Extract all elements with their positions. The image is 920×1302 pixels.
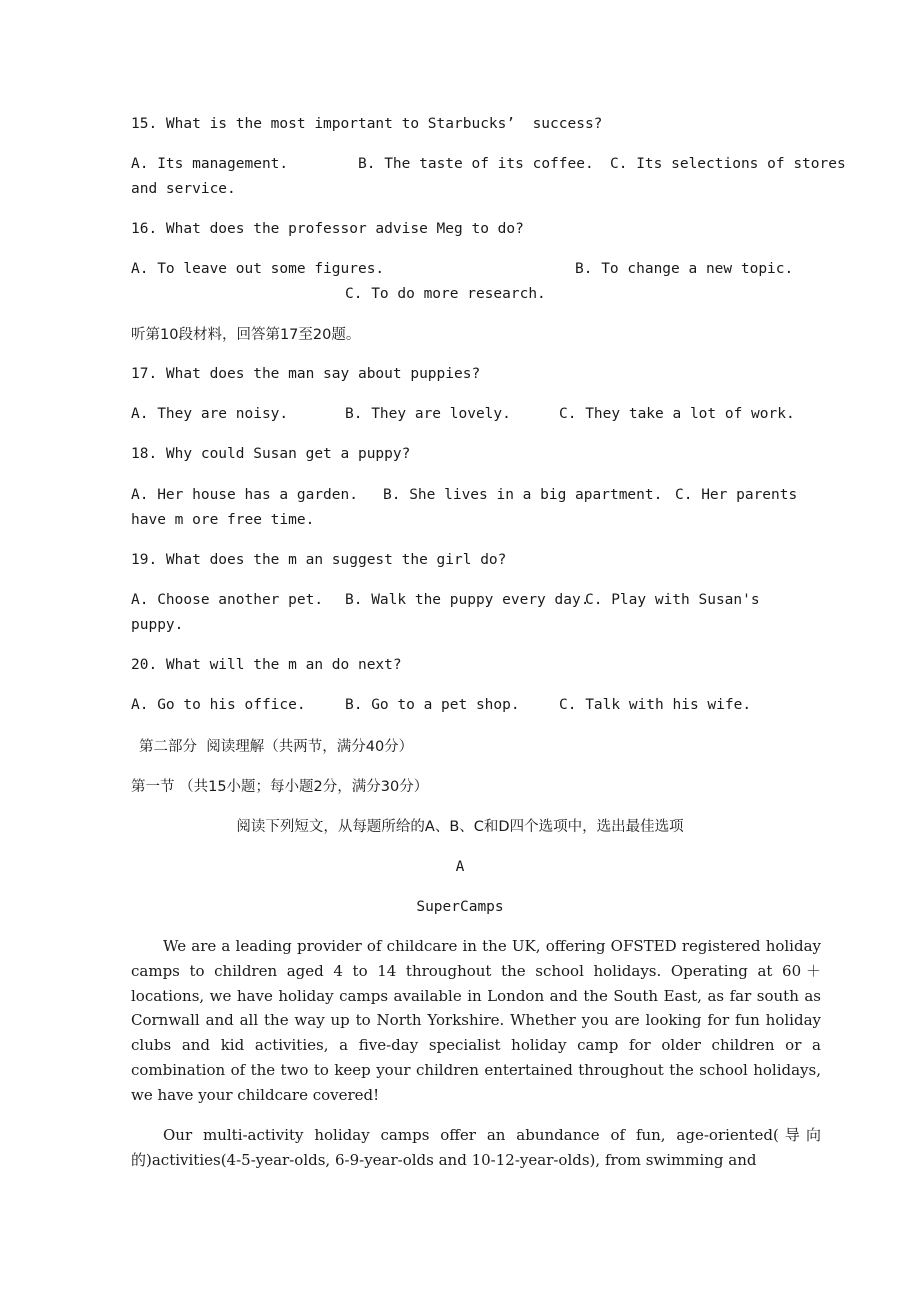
- question-18-stem: 18. Why could Susan get a puppy?: [131, 446, 411, 462]
- q17-option-a: A. They are noisy.: [131, 406, 289, 422]
- q20-option-c: C. Talk with his wife.: [559, 697, 752, 713]
- listening-instruction: 听第10段材料，回答第17至20题。: [131, 327, 361, 343]
- q15-option-a: A. Its management.: [131, 156, 289, 172]
- q19-option-a: A. Choose another pet.: [131, 592, 324, 608]
- question-19-stem: 19. What does the m an suggest the girl do?: [131, 552, 507, 568]
- q18-option-c: C. Her parents: [675, 487, 798, 503]
- passage-letter: A: [455, 859, 465, 875]
- q20-option-a: A. Go to his office.: [131, 697, 306, 713]
- q15-option-c: C. Its selections of stores: [610, 156, 846, 172]
- q16-option-b: B. To change a new topic.: [575, 261, 794, 277]
- section1-instruction: 阅读下列短文，从每题所给的A、B、C和D四个选项中，选出最佳选项: [236, 819, 684, 835]
- q20-option-b: B. Go to a pet shop.: [345, 697, 520, 713]
- passage-title: SuperCamps: [416, 899, 504, 915]
- question-15-stem: 15. What is the most important to Starbucks’ success?: [131, 116, 603, 132]
- paragraph-1-text: We are a leading provider of childcare in the UK, offering OFSTED registered holiday camps to children aged 4 to 14 throughout the school holidays. Operating at 60＋ locations, we have holiday camps available in London and the South East, as far south as Cornwall and all the way up to North Yorkshire. Whether you are looking for fun holiday clubs and kid activities, a five-day specialist holiday camp for older children or a combination of the two to keep your children entertained throughout the school holidays, we have your childcare covered!: [131, 937, 821, 1104]
- part2-title: 第二部分 阅读理解（共两节，满分40分）: [139, 739, 414, 755]
- q19-option-continuation: puppy.: [131, 617, 184, 633]
- passage-paragraph-2: [131, 1123, 821, 1173]
- q18-option-b: B. She lives in a big apartment.: [383, 487, 663, 503]
- q17-option-b: B. They are lovely.: [345, 406, 511, 422]
- question-16-stem: 16. What does the professor advise Meg to do?: [131, 221, 524, 237]
- q16-option-c: C. To do more research.: [345, 286, 546, 302]
- q19-option-c: C. Play with Susan's: [585, 592, 760, 608]
- q18-option-a: A. Her house has a garden.: [131, 487, 358, 503]
- q17-option-c: C. They take a lot of work.: [559, 406, 795, 422]
- passage-paragraph-1: [131, 934, 821, 1108]
- section1-title: 第一节 （共15小题；每小题2分，满分30分）: [131, 779, 429, 795]
- q18-option-continuation: have m ore free time.: [131, 512, 315, 528]
- q19-option-b: B. Walk the puppy every day.: [345, 592, 590, 608]
- q15-option-continuation: and service.: [131, 181, 236, 197]
- q15-option-b: B. The taste of its coffee.: [358, 156, 594, 172]
- question-17-stem: 17. What does the man say about puppies?: [131, 366, 481, 382]
- question-20-stem: 20. What will the m an do next?: [131, 657, 402, 673]
- paragraph-2-text: Our multi-activity holiday camps offer an abundance of fun, age-oriented(导向的)activities(4-5-year-olds, 6-9-year-olds and 10-12-year-olds), from swimming and: [131, 1126, 821, 1169]
- q16-option-a: A. To leave out some figures.: [131, 261, 385, 277]
